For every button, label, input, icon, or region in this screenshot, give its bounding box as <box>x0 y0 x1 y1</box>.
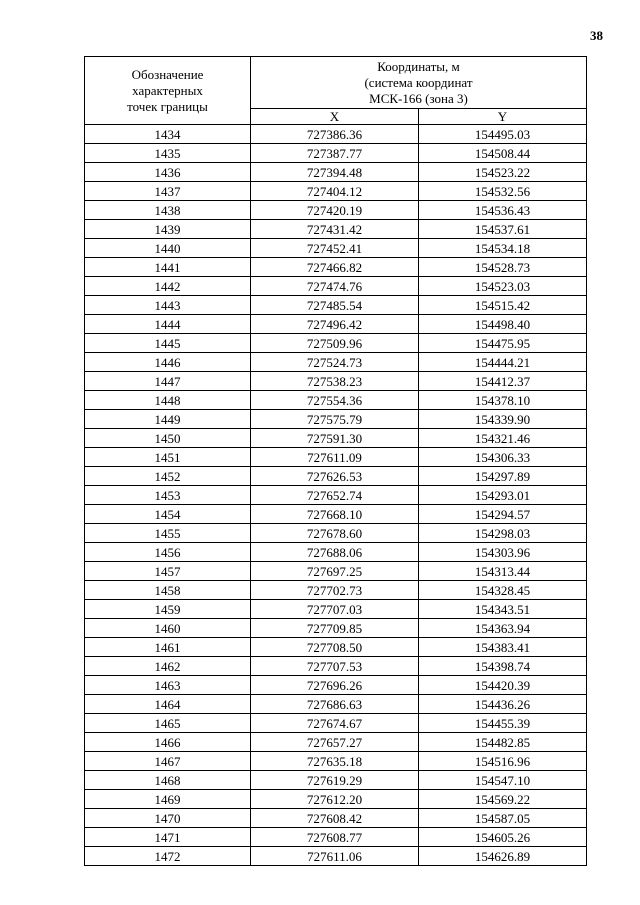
coordinates-header <box>251 57 587 109</box>
point-number-cell: 1467 <box>85 752 251 771</box>
table-row <box>85 676 587 695</box>
x-coordinate-cell: 727709.85 <box>251 619 419 638</box>
table-row <box>85 372 587 391</box>
x-coordinate-cell: 727485.54 <box>251 296 419 315</box>
point-number-cell: 1440 <box>85 239 251 258</box>
point-number-cell: 1451 <box>85 448 251 467</box>
coordinates-header-line-3: МСК-166 (зона 3) <box>369 90 468 106</box>
page-number: 38 <box>590 28 603 43</box>
table-row <box>85 733 587 752</box>
y-coordinate-cell: 154297.89 <box>419 467 587 486</box>
point-number-cell: 1448 <box>85 391 251 410</box>
x-coordinate-cell: 727652.74 <box>251 486 419 505</box>
table-row <box>85 714 587 733</box>
x-coordinate-cell: 727688.06 <box>251 543 419 562</box>
point-number-cell: 1457 <box>85 562 251 581</box>
x-coordinate-cell: 727474.76 <box>251 277 419 296</box>
table-row <box>85 220 587 239</box>
table-row <box>85 543 587 562</box>
x-coordinate-cell: 727686.63 <box>251 695 419 714</box>
point-number-cell: 1436 <box>85 163 251 182</box>
point-number-cell: 1447 <box>85 372 251 391</box>
x-coordinate-cell: 727707.53 <box>251 657 419 676</box>
table-row <box>85 752 587 771</box>
x-coordinate-cell: 727696.26 <box>251 676 419 695</box>
y-coordinate-cell: 154328.45 <box>419 581 587 600</box>
point-number-cell: 1434 <box>85 125 251 144</box>
y-coordinate-cell: 154303.96 <box>419 543 587 562</box>
y-coordinate-cell: 154498.40 <box>419 315 587 334</box>
table-row <box>85 486 587 505</box>
table-row <box>85 410 587 429</box>
y-coordinate-cell: 154495.03 <box>419 125 587 144</box>
table-row <box>85 581 587 600</box>
x-coordinate-cell: 727509.96 <box>251 334 419 353</box>
point-number-cell: 1460 <box>85 619 251 638</box>
y-coordinate-cell: 154293.01 <box>419 486 587 505</box>
point-number-cell: 1453 <box>85 486 251 505</box>
point-number-cell: 1459 <box>85 600 251 619</box>
point-number-cell: 1456 <box>85 543 251 562</box>
table-row <box>85 448 587 467</box>
y-coordinate-cell: 154515.42 <box>419 296 587 315</box>
y-coordinate-cell: 154523.03 <box>419 277 587 296</box>
y-coordinate-cell: 154605.26 <box>419 828 587 847</box>
y-coordinate-cell: 154626.89 <box>419 847 587 866</box>
x-coordinate-cell: 727524.73 <box>251 353 419 372</box>
point-number-cell: 1461 <box>85 638 251 657</box>
point-number-cell: 1465 <box>85 714 251 733</box>
x-coordinate-cell: 727466.82 <box>251 258 419 277</box>
x-coordinate-cell: 727674.67 <box>251 714 419 733</box>
table-row <box>85 790 587 809</box>
y-coordinate-cell: 154343.51 <box>419 600 587 619</box>
point-number-cell: 1444 <box>85 315 251 334</box>
table-body <box>85 125 587 866</box>
x-coordinate-cell: 727554.36 <box>251 391 419 410</box>
y-coordinate-cell: 154321.46 <box>419 429 587 448</box>
y-coordinate-cell: 154547.10 <box>419 771 587 790</box>
x-coordinate-cell: 727387.77 <box>251 144 419 163</box>
point-number-cell: 1443 <box>85 296 251 315</box>
x-coordinate-cell: 727708.50 <box>251 638 419 657</box>
point-number-cell: 1455 <box>85 524 251 543</box>
table-row <box>85 619 587 638</box>
table-row <box>85 429 587 448</box>
y-coordinate-cell: 154587.05 <box>419 809 587 828</box>
y-coordinate-cell: 154420.39 <box>419 676 587 695</box>
table-row <box>85 391 587 410</box>
point-number-cell: 1462 <box>85 657 251 676</box>
point-number-cell: 1449 <box>85 410 251 429</box>
x-coordinate-cell: 727612.20 <box>251 790 419 809</box>
x-coordinate-cell: 727496.42 <box>251 315 419 334</box>
table-row <box>85 353 587 372</box>
coordinates-header-line-2: (система координат <box>364 74 473 90</box>
point-number-cell: 1435 <box>85 144 251 163</box>
x-coordinate-cell: 727420.19 <box>251 201 419 220</box>
point-number-cell: 1463 <box>85 676 251 695</box>
point-label-header-line-3: точек границы <box>127 98 208 114</box>
y-coordinate-cell: 154378.10 <box>419 391 587 410</box>
y-coordinate-cell: 154444.21 <box>419 353 587 372</box>
y-coordinate-cell: 154306.33 <box>419 448 587 467</box>
y-coordinate-cell: 154532.56 <box>419 182 587 201</box>
point-number-cell: 1472 <box>85 847 251 866</box>
table-row <box>85 258 587 277</box>
y-column-header: Y <box>419 109 587 125</box>
table-row <box>85 144 587 163</box>
table-row <box>85 239 587 258</box>
x-coordinate-cell: 727608.77 <box>251 828 419 847</box>
y-coordinate-cell: 154383.41 <box>419 638 587 657</box>
table-row <box>85 771 587 790</box>
x-coordinate-cell: 727591.30 <box>251 429 419 448</box>
table-row <box>85 847 587 866</box>
y-coordinate-cell: 154363.94 <box>419 619 587 638</box>
y-coordinate-cell: 154298.03 <box>419 524 587 543</box>
y-coordinate-cell: 154412.37 <box>419 372 587 391</box>
point-number-cell: 1471 <box>85 828 251 847</box>
x-coordinate-cell: 727452.41 <box>251 239 419 258</box>
y-coordinate-cell: 154537.61 <box>419 220 587 239</box>
x-coordinate-cell: 727386.36 <box>251 125 419 144</box>
point-number-cell: 1466 <box>85 733 251 752</box>
y-coordinate-cell: 154436.26 <box>419 695 587 714</box>
x-coordinate-cell: 727707.03 <box>251 600 419 619</box>
point-number-cell: 1442 <box>85 277 251 296</box>
point-number-cell: 1454 <box>85 505 251 524</box>
x-coordinate-cell: 727702.73 <box>251 581 419 600</box>
point-number-cell: 1452 <box>85 467 251 486</box>
x-coordinate-cell: 727394.48 <box>251 163 419 182</box>
coordinates-header-line-1: Координаты, м <box>377 58 460 74</box>
point-label-header <box>85 57 251 125</box>
table-row <box>85 638 587 657</box>
y-coordinate-cell: 154475.95 <box>419 334 587 353</box>
point-number-cell: 1441 <box>85 258 251 277</box>
point-number-cell: 1464 <box>85 695 251 714</box>
table-row <box>85 315 587 334</box>
table-row <box>85 562 587 581</box>
table-row <box>85 600 587 619</box>
table-row <box>85 695 587 714</box>
table-row <box>85 125 587 144</box>
x-coordinate-cell: 727611.06 <box>251 847 419 866</box>
y-coordinate-cell: 154508.44 <box>419 144 587 163</box>
point-number-cell: 1469 <box>85 790 251 809</box>
point-number-cell: 1470 <box>85 809 251 828</box>
table-row <box>85 163 587 182</box>
table-row <box>85 201 587 220</box>
point-label-header-line-1: Обозначение <box>131 66 204 82</box>
table-row <box>85 657 587 676</box>
table-row <box>85 505 587 524</box>
y-coordinate-cell: 154528.73 <box>419 258 587 277</box>
y-coordinate-cell: 154294.57 <box>419 505 587 524</box>
x-coordinate-cell: 727635.18 <box>251 752 419 771</box>
y-coordinate-cell: 154536.43 <box>419 201 587 220</box>
y-coordinate-cell: 154569.22 <box>419 790 587 809</box>
table-row <box>85 334 587 353</box>
point-number-cell: 1446 <box>85 353 251 372</box>
point-number-cell: 1439 <box>85 220 251 239</box>
point-number-cell: 1437 <box>85 182 251 201</box>
x-coordinate-cell: 727668.10 <box>251 505 419 524</box>
point-label-header-line-2: характерных <box>132 82 203 98</box>
table-row <box>85 809 587 828</box>
y-coordinate-cell: 154398.74 <box>419 657 587 676</box>
table-row <box>85 467 587 486</box>
point-number-cell: 1450 <box>85 429 251 448</box>
x-coordinate-cell: 727678.60 <box>251 524 419 543</box>
y-coordinate-cell: 154516.96 <box>419 752 587 771</box>
y-coordinate-cell: 154455.39 <box>419 714 587 733</box>
x-coordinate-cell: 727626.53 <box>251 467 419 486</box>
table-row <box>85 182 587 201</box>
x-coordinate-cell: 727697.25 <box>251 562 419 581</box>
x-coordinate-cell: 727608.42 <box>251 809 419 828</box>
table-row <box>85 524 587 543</box>
table-row <box>85 296 587 315</box>
y-coordinate-cell: 154313.44 <box>419 562 587 581</box>
table-row <box>85 277 587 296</box>
table-header <box>85 57 587 125</box>
coordinates-table <box>84 56 587 866</box>
x-coordinate-cell: 727404.12 <box>251 182 419 201</box>
x-column-header: X <box>251 109 419 125</box>
point-number-cell: 1468 <box>85 771 251 790</box>
x-coordinate-cell: 727431.42 <box>251 220 419 239</box>
y-coordinate-cell: 154534.18 <box>419 239 587 258</box>
y-coordinate-cell: 154523.22 <box>419 163 587 182</box>
y-coordinate-cell: 154482.85 <box>419 733 587 752</box>
x-coordinate-cell: 727538.23 <box>251 372 419 391</box>
point-number-cell: 1438 <box>85 201 251 220</box>
table-row <box>85 828 587 847</box>
x-coordinate-cell: 727619.29 <box>251 771 419 790</box>
point-number-cell: 1458 <box>85 581 251 600</box>
y-coordinate-cell: 154339.90 <box>419 410 587 429</box>
point-number-cell: 1445 <box>85 334 251 353</box>
x-coordinate-cell: 727575.79 <box>251 410 419 429</box>
x-coordinate-cell: 727657.27 <box>251 733 419 752</box>
x-coordinate-cell: 727611.09 <box>251 448 419 467</box>
